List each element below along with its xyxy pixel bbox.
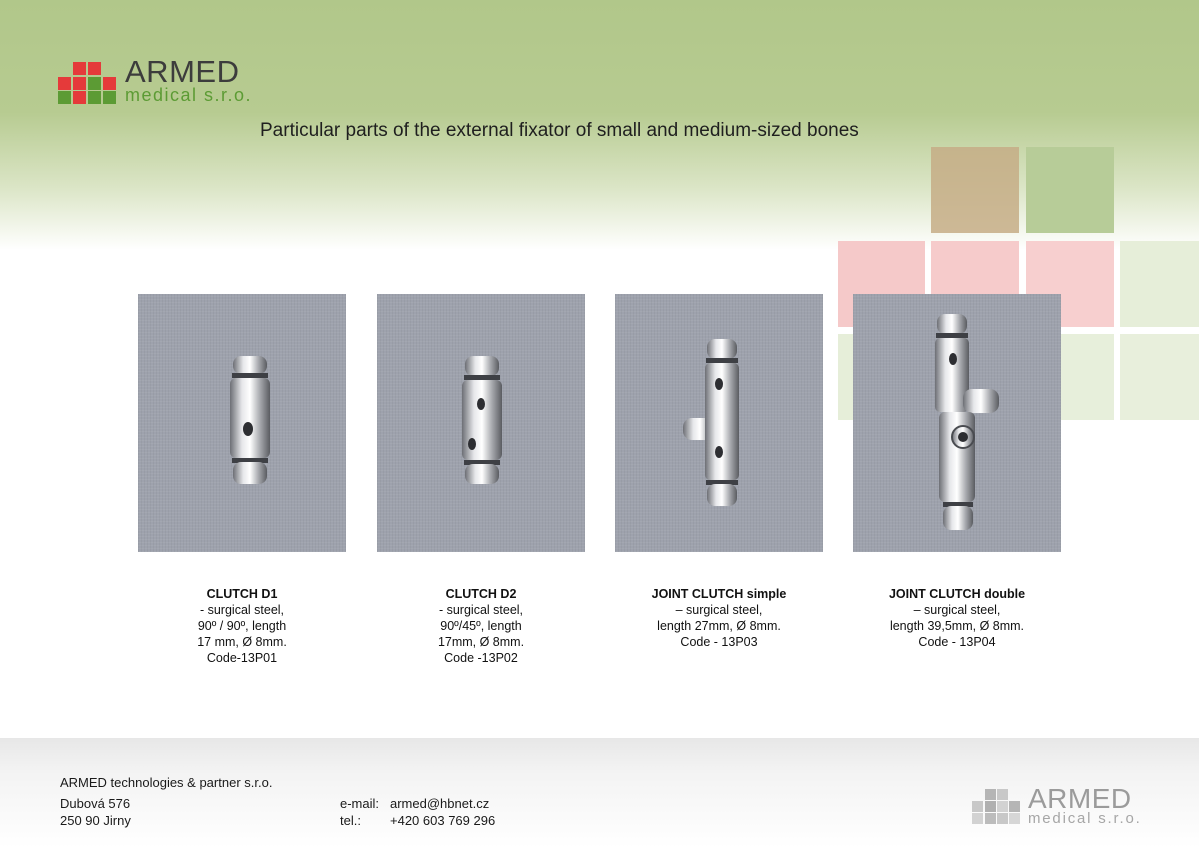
- footer-tel-label: tel.:: [340, 813, 361, 828]
- product-line: length 39,5mm, Ø 8mm.: [889, 619, 1025, 633]
- footer-band: [0, 738, 1199, 848]
- product-title: JOINT CLUTCH simple: [651, 587, 787, 601]
- product-caption-joint-clutch-double: [847, 586, 1067, 650]
- product-line: 90º / 90º, length: [197, 619, 287, 633]
- product-title: CLUTCH D2: [445, 587, 517, 601]
- product-title: CLUTCH D1: [206, 587, 278, 601]
- product-line: - surgical steel,: [438, 603, 524, 617]
- product-code: Code-13P01: [206, 651, 278, 665]
- product-line: 90º/45º, length: [440, 619, 522, 633]
- brand-name: ARMED: [125, 54, 240, 89]
- footer-brand-subtitle: medical s.r.o.: [1028, 810, 1142, 827]
- product-line: - surgical steel,: [199, 603, 285, 617]
- clutch-d1-photo: [138, 294, 346, 552]
- footer-city: 250 90 Jirny: [60, 813, 131, 828]
- product-caption-clutch-d1: [132, 586, 352, 666]
- product-caption-clutch-d2: [371, 586, 591, 666]
- product-code: Code - 13P03: [680, 635, 758, 649]
- joint-clutch-double-photo: [853, 294, 1061, 552]
- footer-email-label: e-mail:: [340, 796, 380, 811]
- product-line: – surgical steel,: [675, 603, 763, 617]
- brand-subtitle: medical s.r.o.: [125, 85, 253, 105]
- product-line: 17mm, Ø 8mm.: [437, 635, 525, 649]
- clutch-d2-photo: [377, 294, 585, 552]
- footer-street: Dubová 576: [60, 796, 131, 811]
- product-title: JOINT CLUTCH double: [888, 587, 1026, 601]
- product-line: 17 mm, Ø 8mm.: [197, 635, 287, 649]
- product-line: – surgical steel,: [913, 603, 1001, 617]
- page-title: Particular parts of the external fixator of small and medium-sized bones: [260, 120, 859, 141]
- footer-email[interactable]: armed@hbnet.cz: [390, 796, 490, 811]
- product-caption-joint-clutch-simple: [609, 586, 829, 650]
- footer-tel: +420 603 769 296: [390, 813, 496, 828]
- joint-clutch-simple-photo: [615, 294, 823, 552]
- footer-brand-name: ARMED: [1028, 783, 1132, 814]
- footer-company: ARMED technologies & partner s.r.o.: [60, 775, 273, 790]
- product-code: Code -13P02: [444, 651, 518, 665]
- product-line: length 27mm, Ø 8mm.: [657, 619, 781, 633]
- product-code: Code - 13P04: [918, 635, 996, 649]
